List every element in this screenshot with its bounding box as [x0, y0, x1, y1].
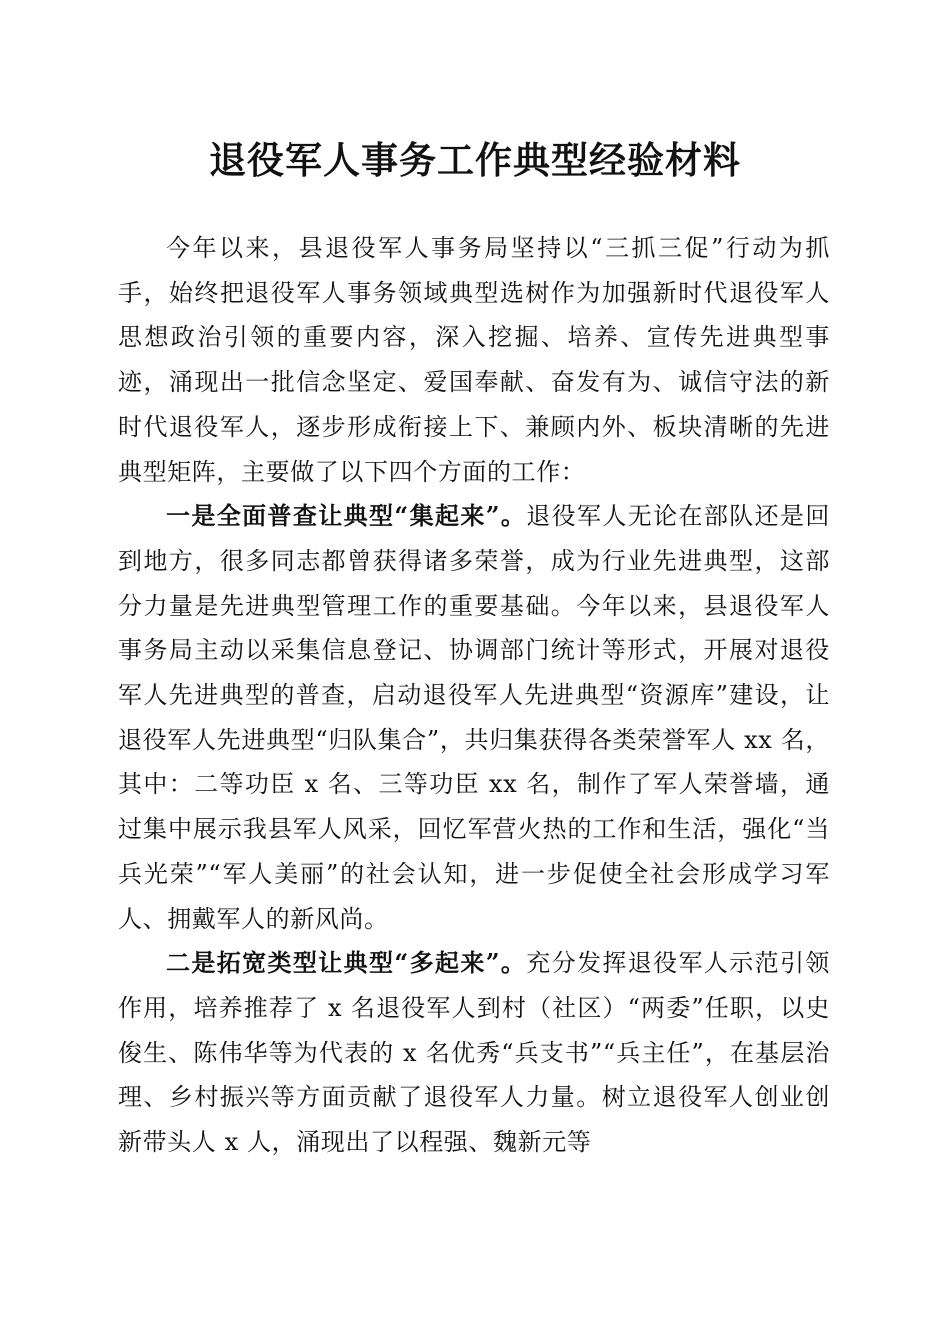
- document-title: 退役军人事务工作典型经验材料: [209, 138, 741, 182]
- paragraph-lead: 二是拓宽类型让典型“多起来”。: [166, 948, 527, 978]
- paragraph-text: 今年以来，县退役军人事务局坚持以“三抓三促”行动为抓手，始终把退役军人事务领域典型选树作为加强新时代退役军人思想政治引领的重要内容，深入挖掘、培养、宣传先进典型事迹，涌现出一批信念坚定、爱国奉献、奋发有为、诚信守法的新时代退役军人，逐步形成衔接上下、兼顾内外、板块清晰的先进典型矩阵，主要做了以下四个方面的工作：: [118, 234, 830, 486]
- document-body: [118, 226, 830, 1165]
- paragraph-text: 充分发挥退役军人示范引领作用，培养推荐了 x 名退役军人到村（社区）“两委”任职，以史俊生、陈伟华等为代表的 x 名优秀“兵支书”“兵主任”，在基层治理、乡村振兴等方面贡献了退役军人力量。树立退役军人创业创新带头人 x 人，涌现出了以程强、魏新元等: [118, 949, 831, 1157]
- paragraph-lead: 一是全面普查让典型“集起来”。: [166, 501, 527, 531]
- paragraph-point-2: [118, 941, 830, 1165]
- paragraph-text: 退役军人无论在部队还是回到地方，很多同志都曾获得诸多荣誉，成为行业先进典型，这部分力量是先进典型管理工作的重要基础。今年以来，县退役军人事务局主动以采集信息登记、协调部门统计等形式，开展对退役军人先进典型的普查，启动退役军人先进典型“资源库”建设，让退役军人先进典型“归队集合”，共归集获得各类荣誉军人 xx 名，其中：二等功臣 x 名、三等功臣 xx 名，制作了军人荣誉墙，通过集中展示我县军人风采，回忆军营火热的工作和生活，强化“当兵光荣”“军人美丽”的社会认知，进一步促使全社会形成学习军人、拥戴军人的新风尚。: [118, 502, 831, 933]
- paragraph-point-1: [118, 494, 830, 941]
- paragraph-intro: [118, 226, 830, 494]
